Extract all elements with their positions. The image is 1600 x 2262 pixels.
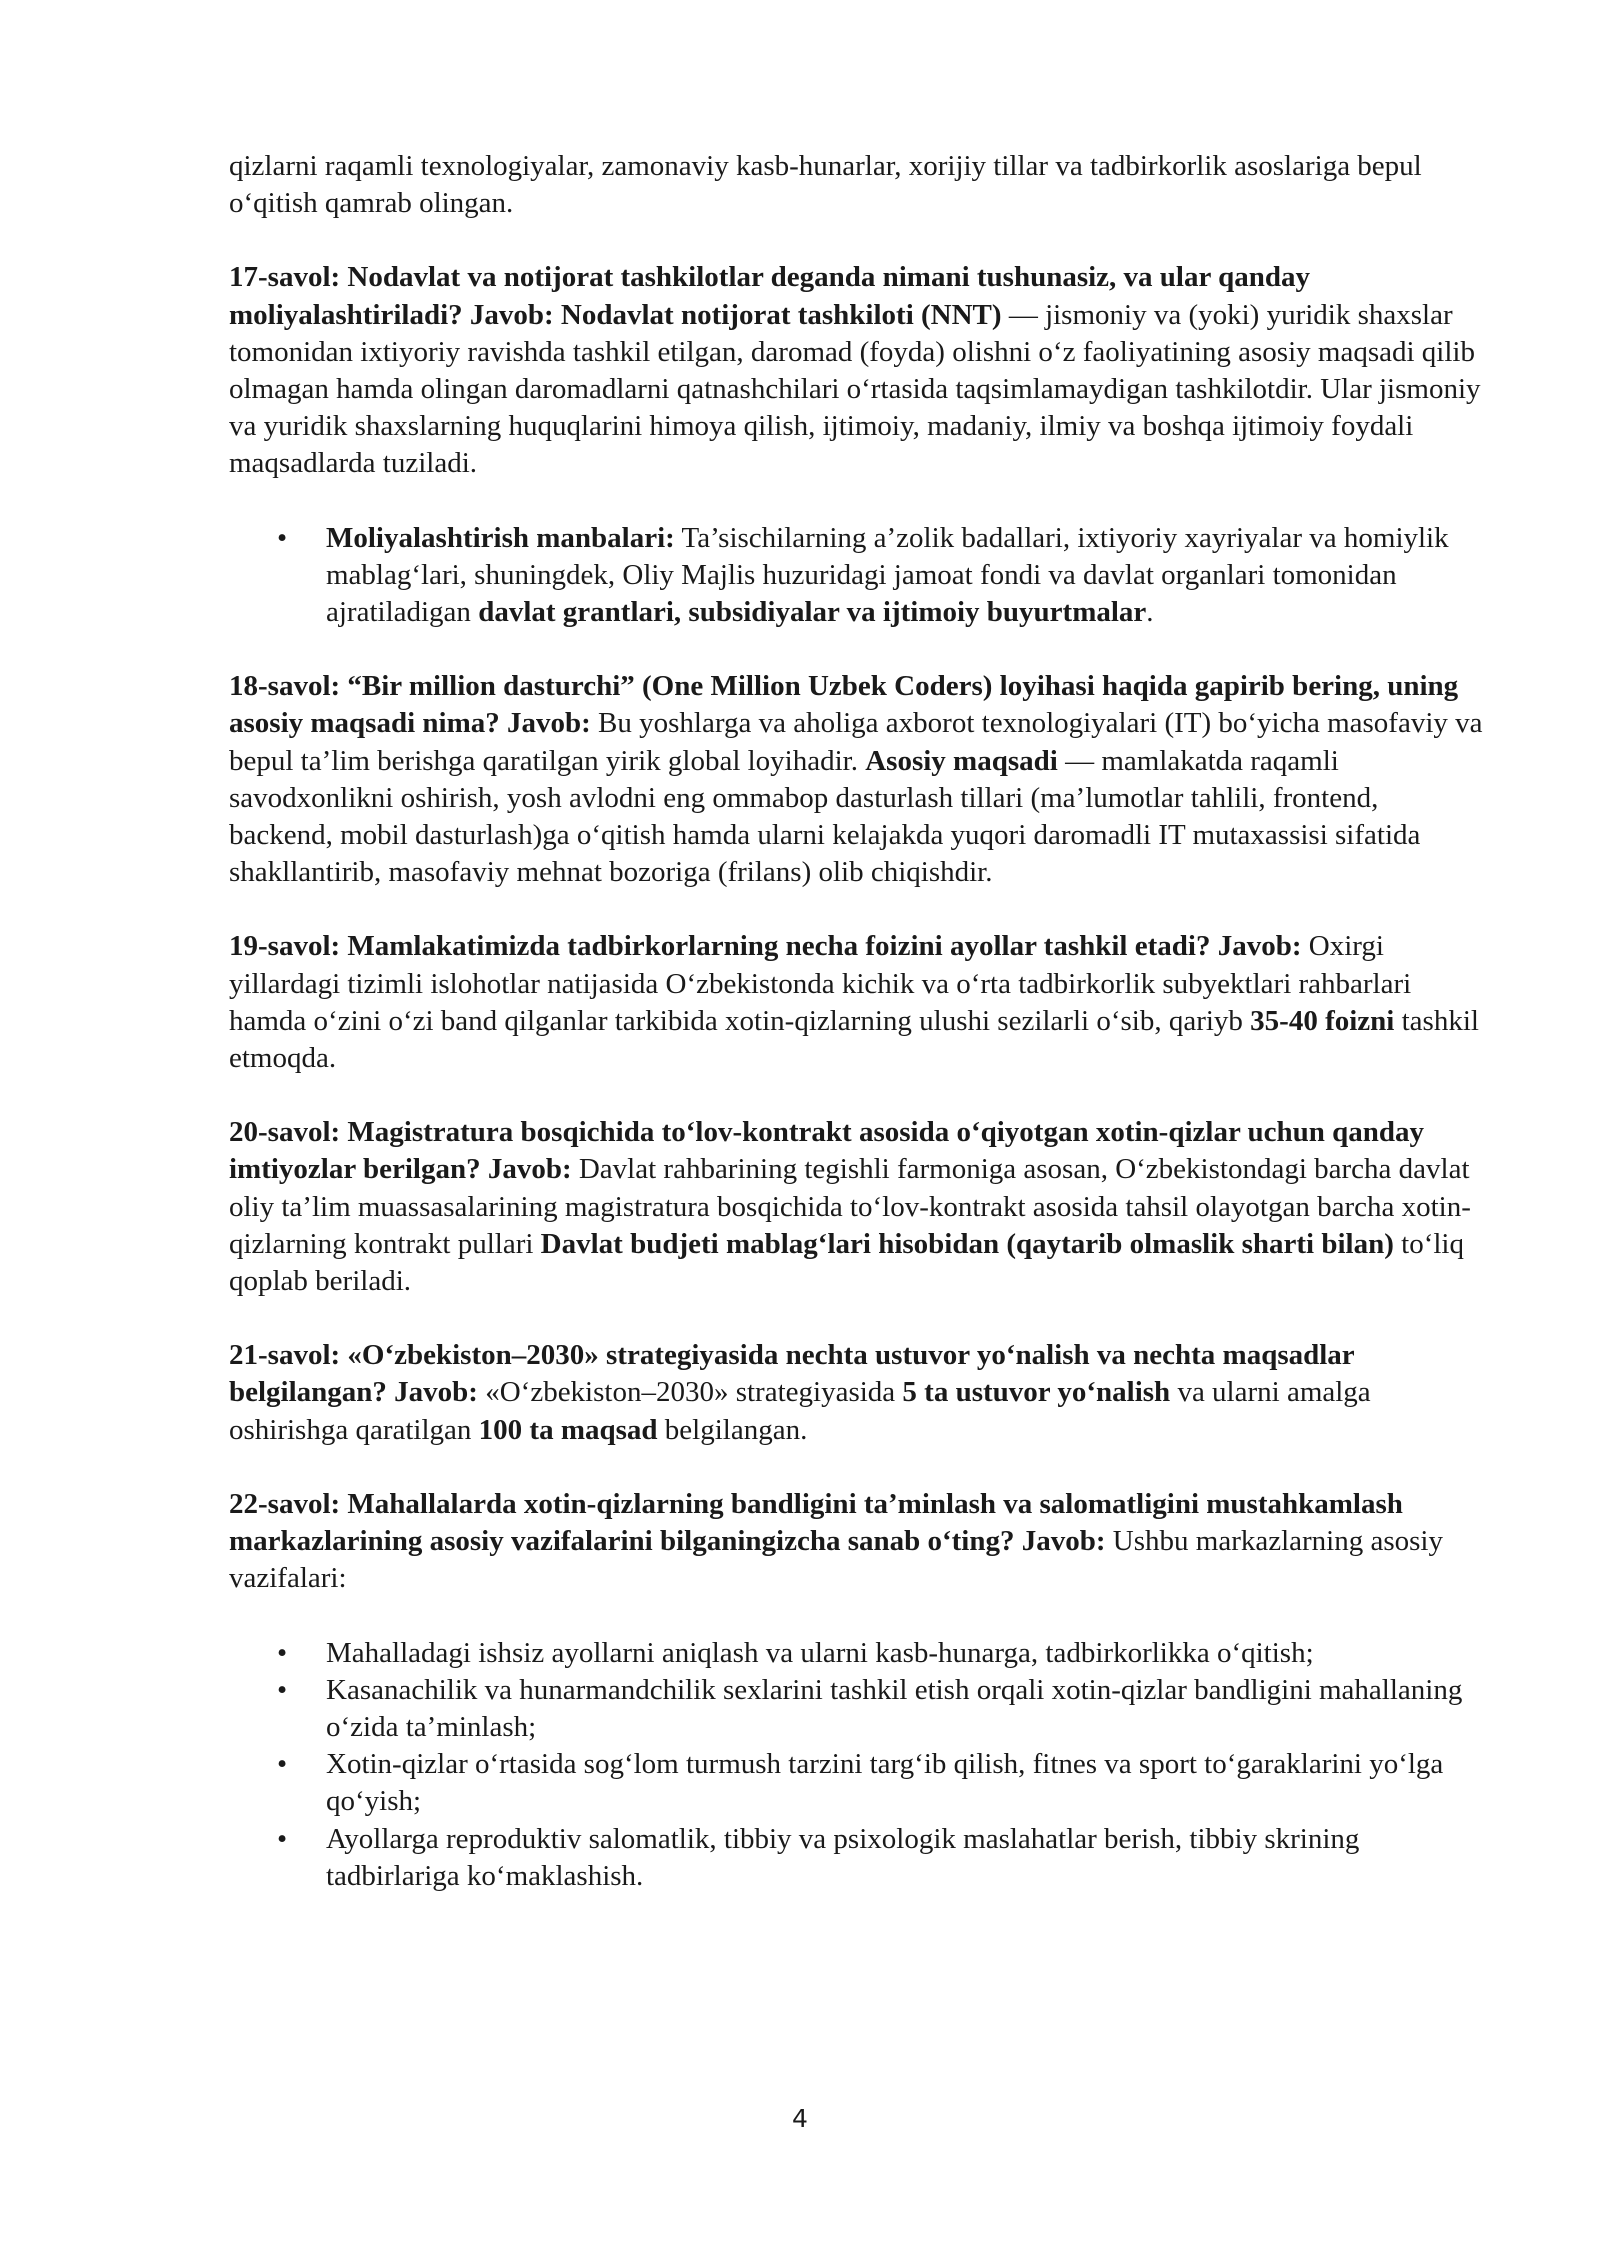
list-item-text: Ayollarga reproduktiv salomatlik, tibbiy va psixologik maslahatlar berish, tibbiy skrining tadbirlariga ko‘maklashish. (326, 1822, 1360, 1892)
answer-19-bold: 35-40 foizni (1250, 1004, 1395, 1037)
question-22-title: 22-savol: Mahallalarda xotin-qizlarning bandligini ta’minlash va salomatligini mustahkamlash markazlarining asosiy vazifalarini bilganingizcha sanab o‘ting? Javob: (229, 1487, 1403, 1558)
q17-bullet-list (229, 520, 1489, 632)
bullet-label: Moliyalashtirish manbalari: (326, 521, 675, 554)
intro-paragraph: qizlarni raqamli texnologiyalar, zamonaviy kasb-hunarlar, xorijiy tillar va tadbirkorlik asoslariga bepul o‘qitish qamrab olingan. (229, 150, 1422, 220)
list-item (229, 1821, 1489, 1895)
question-22 (229, 1486, 1489, 1598)
bullet-bold-text: davlat grantlari, subsidiyalar va ijtimoiy buyurtmalar (478, 596, 1147, 629)
q22-bullet-list (229, 1635, 1489, 1895)
list-item (229, 1635, 1489, 1672)
answer-19-part2: tashkil etmoqda. (229, 1004, 1479, 1075)
question-19 (229, 928, 1489, 1077)
answer-21-part2: va ularni amalga oshirishga qaratilgan (229, 1376, 1371, 1446)
list-item-text: Xotin-qizlar o‘rtasida sog‘lom turmush tarzini targ‘ib qilish, fitnes va sport to‘garaklarini yo‘lga qo‘yish; (326, 1748, 1444, 1818)
question-18-title: 18-savol: “Bir million dasturchi” (One Million Uzbek Coders) loyihasi haqida gapirib bering, uning asosiy maqsadi nima? Javob: (229, 670, 1459, 740)
bullet-text: Ta’sischilarning a’zolik badallari, ixtiyoriy xayriyalar va homiylik mablag‘lari, shuningdek, Oliy Majlis huzuridagi jamoat fondi va davlat organlari tomonidan ajratiladigan (326, 521, 1449, 629)
answer-21-part3: belgilangan. (657, 1413, 808, 1446)
answer-18-bold: Asosiy maqsadi (865, 744, 1058, 777)
answer-19-part1: Oxirgi yillardagi tizimli islohotlar natijasida O‘zbekistonda kichik va o‘rta tadbirkorlik subyektlari rahbarlari hamda o‘zini o‘zi band qilganlar tarkibida xotin-qizlarning ulushi sezilarli o‘sib, qariyb (229, 930, 1412, 1037)
answer-20-part2: to‘liq qoplab beriladi. (229, 1227, 1464, 1298)
bullet-icon: • (277, 1673, 288, 1706)
answer-17: — jismoniy va (yoki) yuridik shaxslar tomonidan ixtiyoriy ravishda tashkil etilgan, daromad (foyda) olishni o‘z faoliyatining asosiy maqsadi qilib olmagan hamda olingan daromadlarni qatnashchilari o‘rtasida taqsimlamaydigan tashkilotdir. Ular jismoniy va yuridik shaxslarning huquqlarini himoya qilish, ijtimoiy, madaniy, ilmiy va boshqa ijtimoiy foydali maqsadlarda tuziladi. (229, 298, 1481, 480)
list-item-text: Mahalladagi ishsiz ayollarni aniqlash va ularni kasb-hunarga, tadbirkorlikka o‘qitish; (326, 1636, 1314, 1669)
list-item (229, 520, 1489, 632)
answer-18-part1: Bu yoshlarga va aholiga axborot texnologiyalari (IT) bo‘yicha masofaviy va bepul ta’lim berishga qaratilgan yirik global loyihadir. (229, 707, 1483, 777)
question-18 (229, 668, 1489, 891)
answer-18-part2: — mamlakatda raqamli savodxonlikni oshirish, yosh avlodni eng ommabop dasturlash tillari (ma’lumotlar tahlili, frontend, backend, mobil dasturlash)ga o‘qitish hamda ularni kelajakda yuqori daromadli IT mutaxassisi sifatida shakllantirib, masofaviy mehnat bozoriga (frilans) olib chiqishdir. (229, 744, 1421, 889)
bullet-end: . (1146, 596, 1154, 629)
bullet-icon: • (277, 1822, 288, 1855)
question-21 (229, 1337, 1489, 1449)
question-20 (229, 1114, 1489, 1300)
answer-21-bold-1: 5 ta ustuvor yo‘nalish (902, 1376, 1171, 1409)
question-20-title: 20-savol: Magistratura bosqichida to‘lov-kontrakt asosida o‘qiyotgan xotin-qizlar uchun qanday imtiyozlar berilgan? Javob: (229, 1116, 1425, 1186)
list-item (229, 1746, 1489, 1820)
question-17 (229, 259, 1489, 482)
answer-20-part1: Davlat rahbarining tegishli farmoniga asosan, O‘zbekistondagi barcha davlat oliy ta’lim muassasalarining magistratura bosqichida to‘lov-kontrakt asosida tahsil olayotgan barcha xotin-qizlarning kontrakt pullari (229, 1153, 1471, 1260)
question-19-title: 19-savol: Mamlakatimizda tadbirkorlarning necha foizini ayollar tashkil etadi? Javob: (229, 930, 1302, 963)
answer-21-bold-2: 100 ta maqsad (478, 1413, 658, 1446)
answer-20-bold: Davlat budjeti mablag‘lari hisobidan (qaytarib olmaslik sharti bilan) (540, 1227, 1394, 1260)
answer-22: Ushbu markazlarning asosiy vazifalari: (229, 1525, 1443, 1595)
document-page (229, 148, 1489, 1932)
list-item (229, 1672, 1489, 1746)
bullet-icon: • (277, 1636, 288, 1669)
question-17-title: 17-savol: Nodavlat va notijorat tashkilotlar deganda nimani tushunasiz, va ular qanday moliyalashtiriladi? Javob: Nodavlat notijorat tashkiloti (NNT) (229, 261, 1310, 331)
answer-21-part1: «O‘zbekiston–2030» strategiyasida (477, 1376, 903, 1409)
bullet-icon: • (277, 1748, 288, 1781)
page-number: 4 (792, 2104, 808, 2133)
bullet-icon: • (277, 521, 288, 554)
question-21-title: 21-savol: «O‘zbekiston–2030» strategiyasida nechta ustuvor yo‘nalish va nechta maqsadlar belgilangan? Javob: (229, 1339, 1355, 1409)
list-item-text: Kasanachilik va hunarmandchilik sexlarini tashkil etish orqali xotin-qizlar bandligini mahallaning o‘zida ta’minlash; (326, 1673, 1463, 1743)
